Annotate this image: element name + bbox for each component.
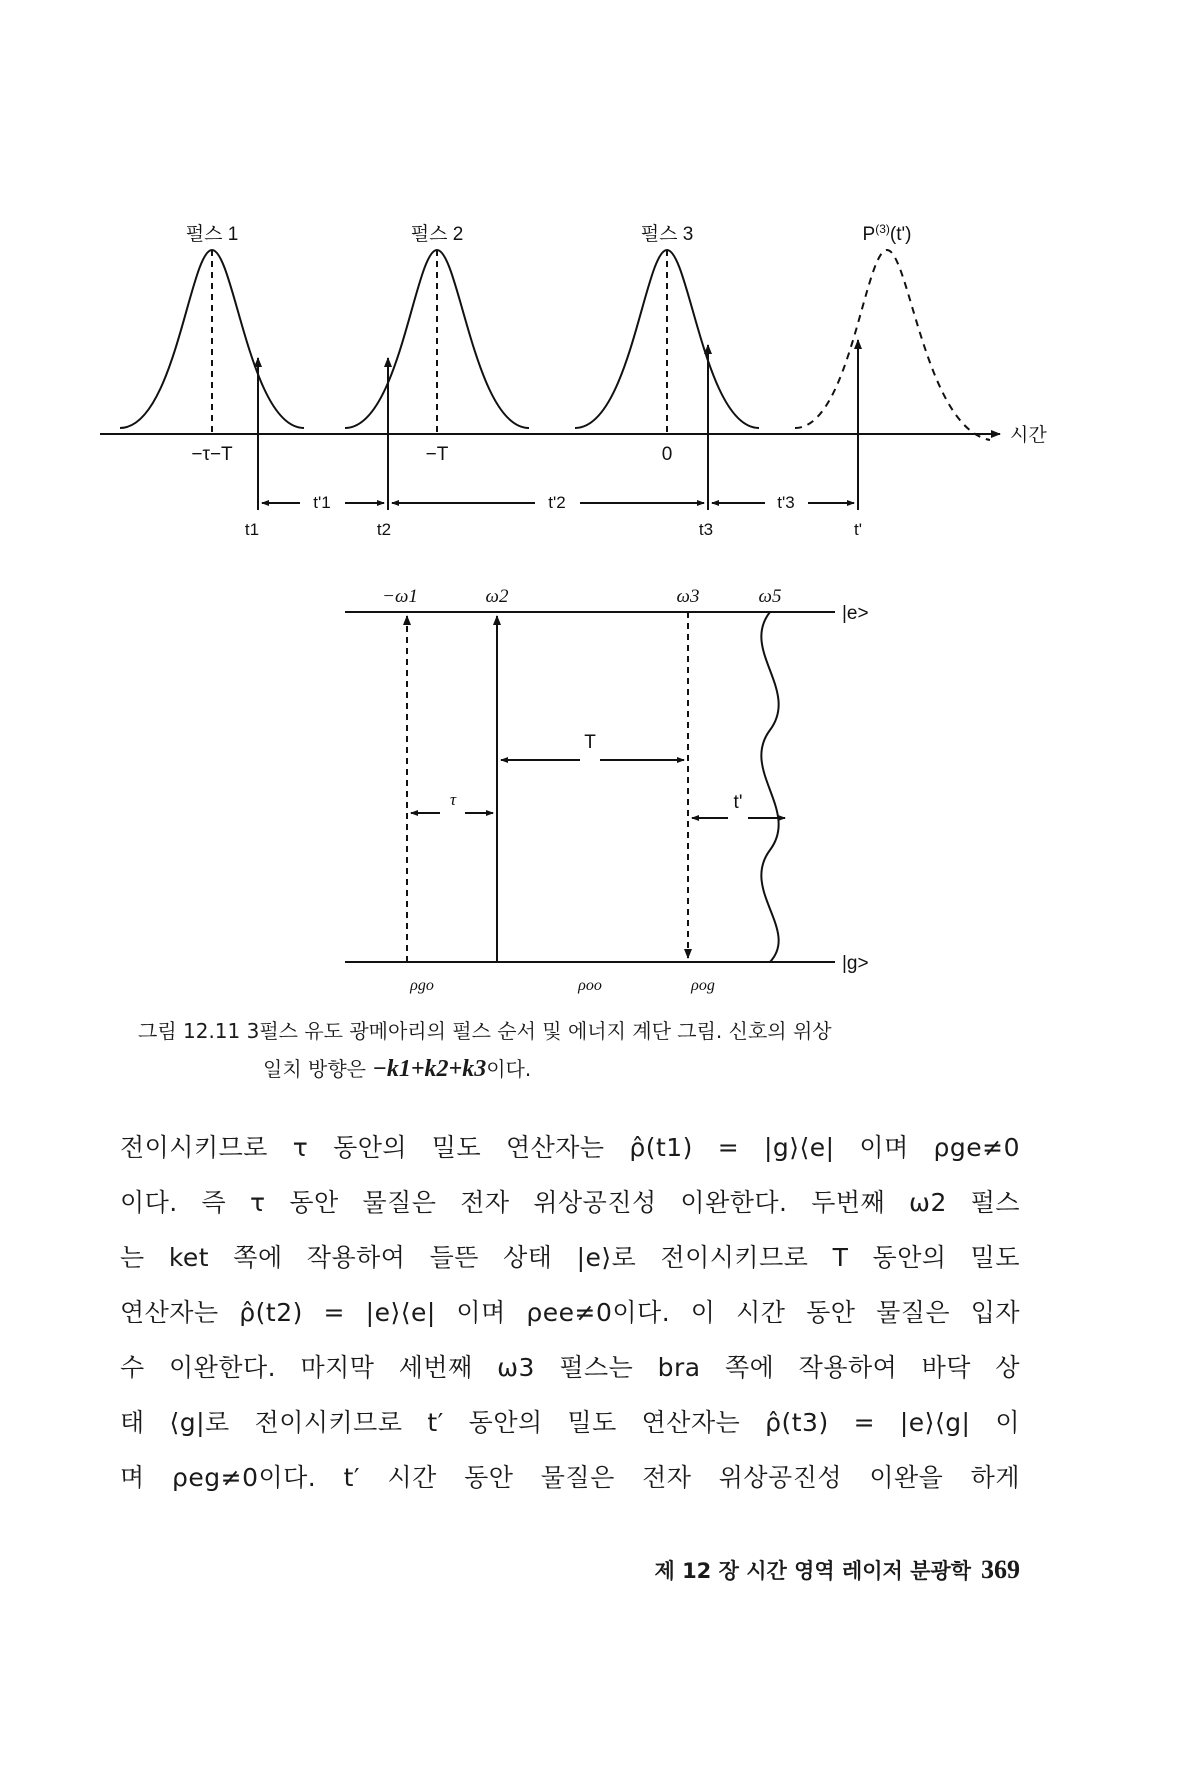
- body-line-3: 는 ket 쪽에 작용하여 들뜬 상태 |e⟩로 전이시키므로 T 동안의 밀도: [120, 1243, 1020, 1272]
- signal-label: $P^{(3)}(t')$: [862, 222, 912, 245]
- energy-ladder-diagram: [345, 612, 835, 962]
- pulse-3-label: 펄스 3: [640, 224, 694, 245]
- body-line-1: 전이시키므로 τ 동안의 밀도 연산자는 ρ̂(t1) = |g⟩⟨e| 이며 ρge≠0: [120, 1133, 1020, 1162]
- figure-caption: [138, 1012, 1018, 1088]
- delay-tprime-label: t': [733, 792, 743, 813]
- caption-line-1: 그림 12.11 3펄스 유도 광메아리의 펄스 순서 및 에너지 계단 그림. 신호의 위상: [138, 1019, 832, 1043]
- body-paragraph: [120, 1120, 1020, 1505]
- interval-label-3: t'3: [777, 493, 795, 512]
- omega5-wavy-line: [761, 612, 778, 962]
- body-line-6: 태 ⟨g|로 전이시키므로 t′ 동안의 밀도 연산자는 ρ̂(t3) = |e⟩⟨g| 이: [120, 1408, 1020, 1437]
- pulse-1-label: 펄스 1: [185, 224, 239, 245]
- caption-line-2: [138, 1050, 1018, 1088]
- center-label-3: 0: [661, 444, 673, 465]
- freq-label-2: ω2: [485, 586, 509, 607]
- center-label-2: −T: [425, 444, 449, 465]
- body-line-4: 연산자는 ρ̂(t2) = |e⟩⟨e| 이며 ρee≠0이다. 이 시간 동안 물질은 입자: [120, 1298, 1020, 1327]
- time-label-2: t2: [376, 520, 392, 539]
- center-label-1: −τ−T: [191, 444, 233, 465]
- freq-label-3: ω3: [676, 586, 700, 607]
- ladder-labels: [382, 586, 868, 994]
- freq-label-4: ω5: [758, 586, 782, 607]
- delay-T-label: T: [584, 732, 596, 753]
- body-line-5: 수 이완한다. 마지막 세번째 ω3 펄스는 bra 쪽에 작용하여 바닥 상: [120, 1353, 1020, 1382]
- rho-label-1: ρgo: [410, 977, 434, 994]
- pulse-labels: [186, 222, 1048, 539]
- time-label-4: t': [854, 520, 862, 539]
- chapter-title: 제 12 장 시간 영역 레이저 분광학: [654, 1559, 971, 1583]
- delay-tau-label: τ: [449, 790, 457, 809]
- signal-curve: [795, 250, 990, 440]
- time-label-3: t3: [698, 520, 714, 539]
- time-label-1: t1: [244, 520, 260, 539]
- page-footer: [570, 1555, 1020, 1585]
- caption-math: −k1+k2+k3: [372, 1056, 487, 1082]
- freq-label-1: −ω1: [382, 586, 418, 607]
- rho-label-2: ρoo: [578, 977, 602, 994]
- level-g-label: |g>: [842, 953, 869, 974]
- level-e-label: |e>: [842, 603, 869, 624]
- caption-line2-prefix: 일치 방향은: [263, 1057, 373, 1081]
- caption-line2-suffix: 이다.: [486, 1057, 532, 1081]
- interval-label-2: t'2: [548, 493, 566, 512]
- interval-label-1: t'1: [313, 493, 331, 512]
- pulse-sequence-diagram: [100, 250, 1000, 510]
- page-number: 369: [981, 1555, 1020, 1584]
- body-line-7: 며 ρeg≠0이다. t′ 시간 동안 물질은 전자 위상공진성 이완을 하게: [120, 1463, 1020, 1492]
- pulse-2-label: 펄스 2: [410, 224, 464, 245]
- rho-label-3: ρog: [691, 977, 715, 994]
- axis-label: 시간: [1010, 425, 1047, 446]
- body-line-2: 이다. 즉 τ 동안 물질은 전자 위상공진성 이완한다. 두번째 ω2 펄스: [120, 1188, 1020, 1217]
